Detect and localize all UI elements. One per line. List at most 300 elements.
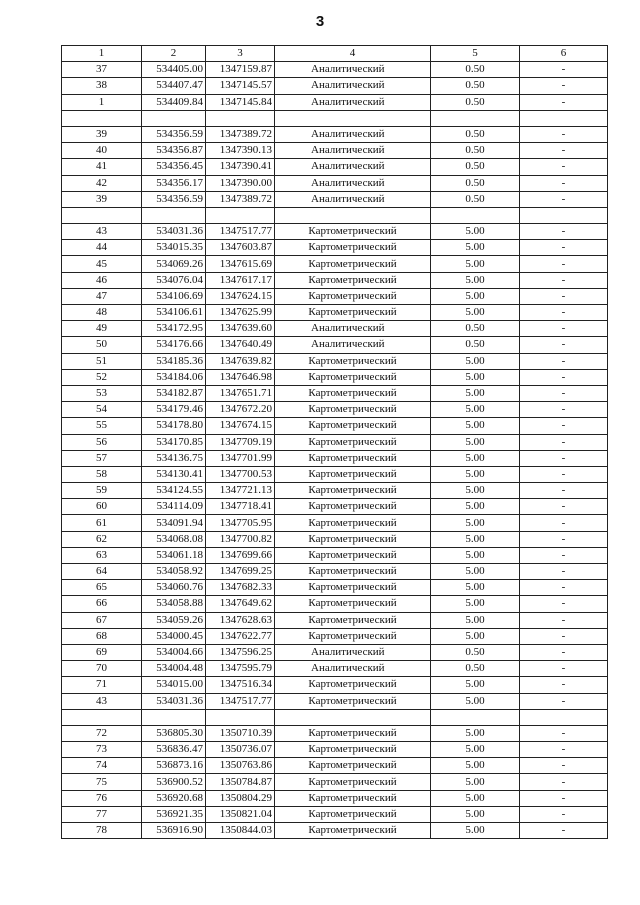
method-cell: Картометрический [275,693,431,709]
point-number-cell: 77 [62,806,142,822]
y-coordinate-cell: 1347624.15 [206,288,275,304]
empty-cell [206,110,275,126]
table-body [62,62,608,839]
x-coordinate-cell: 534059.26 [142,612,206,628]
y-coordinate-cell: 1347700.53 [206,466,275,482]
x-coordinate-cell: 534061.18 [142,547,206,563]
accuracy-cell: 5.00 [431,628,520,644]
point-number-cell: 50 [62,337,142,353]
description-cell: - [520,94,608,110]
method-cell: Картометрический [275,385,431,401]
table-row [62,758,608,774]
y-coordinate-cell: 1347651.71 [206,385,275,401]
table-row [62,564,608,580]
point-number-cell: 73 [62,742,142,758]
accuracy-cell: 5.00 [431,240,520,256]
accuracy-cell: 5.00 [431,353,520,369]
method-cell: Картометрический [275,466,431,482]
method-cell: Картометрический [275,369,431,385]
description-cell: - [520,644,608,660]
x-coordinate-cell: 534060.76 [142,580,206,596]
y-coordinate-cell: 1347596.25 [206,644,275,660]
method-cell: Аналитический [275,175,431,191]
table-row [62,515,608,531]
accuracy-cell: 5.00 [431,466,520,482]
x-coordinate-cell: 534405.00 [142,62,206,78]
page-number: 3 [315,13,325,30]
point-number-cell: 57 [62,450,142,466]
contour-separator-row [62,110,608,126]
coordinates-table [61,45,608,839]
empty-cell [62,207,142,223]
table-row [62,224,608,240]
y-coordinate-cell: 1347615.69 [206,256,275,272]
table-row [62,483,608,499]
point-number-cell: 70 [62,661,142,677]
method-cell: Картометрический [275,742,431,758]
accuracy-cell: 0.50 [431,644,520,660]
description-cell: - [520,337,608,353]
y-coordinate-cell: 1347699.25 [206,564,275,580]
x-coordinate-cell: 534172.95 [142,321,206,337]
y-coordinate-cell: 1350710.39 [206,725,275,741]
x-coordinate-cell: 534004.66 [142,644,206,660]
table-row [62,790,608,806]
y-coordinate-cell: 1347701.99 [206,450,275,466]
accuracy-cell: 5.00 [431,369,520,385]
accuracy-cell: 0.50 [431,62,520,78]
method-cell: Картометрический [275,288,431,304]
x-coordinate-cell: 534356.87 [142,143,206,159]
point-number-cell: 76 [62,790,142,806]
description-cell: - [520,191,608,207]
point-number-cell: 48 [62,305,142,321]
y-coordinate-cell: 1350821.04 [206,806,275,822]
x-coordinate-cell: 534015.35 [142,240,206,256]
point-number-cell: 47 [62,288,142,304]
empty-cell [431,110,520,126]
point-number-cell: 52 [62,369,142,385]
point-number-cell: 46 [62,272,142,288]
x-coordinate-cell: 536916.90 [142,823,206,839]
point-number-cell: 39 [62,191,142,207]
method-cell: Картометрический [275,224,431,240]
description-cell: - [520,466,608,482]
method-cell: Картометрический [275,612,431,628]
y-coordinate-cell: 1347603.87 [206,240,275,256]
accuracy-cell: 5.00 [431,742,520,758]
accuracy-cell: 0.50 [431,143,520,159]
accuracy-cell: 5.00 [431,272,520,288]
description-cell: - [520,272,608,288]
x-coordinate-cell: 534124.55 [142,483,206,499]
method-cell: Аналитический [275,62,431,78]
method-cell: Картометрический [275,677,431,693]
table-row [62,305,608,321]
description-cell: - [520,499,608,515]
y-coordinate-cell: 1347390.41 [206,159,275,175]
table-row [62,466,608,482]
x-coordinate-cell: 534130.41 [142,466,206,482]
point-number-cell: 42 [62,175,142,191]
point-number-cell: 61 [62,515,142,531]
table-row [62,774,608,790]
method-cell: Картометрический [275,806,431,822]
method-cell: Картометрический [275,305,431,321]
table-row [62,369,608,385]
accuracy-cell: 0.50 [431,175,520,191]
point-number-cell: 58 [62,466,142,482]
y-coordinate-cell: 1347639.60 [206,321,275,337]
method-cell: Картометрический [275,564,431,580]
method-cell: Картометрический [275,353,431,369]
description-cell: - [520,531,608,547]
x-coordinate-cell: 536921.35 [142,806,206,822]
description-cell: - [520,483,608,499]
empty-cell [206,207,275,223]
empty-cell [520,110,608,126]
accuracy-cell: 5.00 [431,418,520,434]
method-cell: Картометрический [275,240,431,256]
y-coordinate-cell: 1347646.98 [206,369,275,385]
method-cell: Картометрический [275,499,431,515]
x-coordinate-cell: 534178.80 [142,418,206,434]
description-cell: - [520,790,608,806]
y-coordinate-cell: 1347639.82 [206,353,275,369]
accuracy-cell: 5.00 [431,790,520,806]
empty-cell [142,709,206,725]
accuracy-cell: 5.00 [431,288,520,304]
table-row [62,94,608,110]
point-number-cell: 41 [62,159,142,175]
x-coordinate-cell: 534091.94 [142,515,206,531]
accuracy-cell: 5.00 [431,823,520,839]
y-coordinate-cell: 1347389.72 [206,191,275,207]
x-coordinate-cell: 534031.36 [142,693,206,709]
accuracy-cell: 0.50 [431,661,520,677]
y-coordinate-cell: 1347517.77 [206,693,275,709]
empty-cell [206,709,275,725]
y-coordinate-cell: 1347709.19 [206,434,275,450]
y-coordinate-cell: 1347649.62 [206,596,275,612]
accuracy-cell: 5.00 [431,515,520,531]
x-coordinate-cell: 534000.45 [142,628,206,644]
method-cell: Картометрический [275,774,431,790]
accuracy-cell: 5.00 [431,693,520,709]
point-number-cell: 71 [62,677,142,693]
description-cell: - [520,353,608,369]
description-cell: - [520,175,608,191]
x-coordinate-cell: 534182.87 [142,385,206,401]
description-cell: - [520,78,608,94]
accuracy-cell: 0.50 [431,126,520,142]
x-coordinate-cell: 534068.08 [142,531,206,547]
accuracy-cell: 0.50 [431,94,520,110]
x-coordinate-cell: 534170.85 [142,434,206,450]
description-cell: - [520,515,608,531]
x-coordinate-cell: 534106.69 [142,288,206,304]
table-row [62,661,608,677]
x-coordinate-cell: 534356.45 [142,159,206,175]
description-cell: - [520,143,608,159]
description-cell: - [520,742,608,758]
y-coordinate-cell: 1347674.15 [206,418,275,434]
x-coordinate-cell: 534356.59 [142,126,206,142]
x-coordinate-cell: 534058.88 [142,596,206,612]
table-row [62,402,608,418]
accuracy-cell: 0.50 [431,321,520,337]
header-cell: 6 [520,46,608,62]
point-number-cell: 72 [62,725,142,741]
point-number-cell: 1 [62,94,142,110]
description-cell: - [520,402,608,418]
table-row [62,628,608,644]
description-cell: - [520,612,608,628]
accuracy-cell: 5.00 [431,450,520,466]
x-coordinate-cell: 536920.68 [142,790,206,806]
description-cell: - [520,256,608,272]
header-cell: 4 [275,46,431,62]
accuracy-cell: 5.00 [431,596,520,612]
method-cell: Аналитический [275,337,431,353]
description-cell: - [520,580,608,596]
empty-cell [275,709,431,725]
table-row [62,321,608,337]
y-coordinate-cell: 1347699.66 [206,547,275,563]
y-coordinate-cell: 1347516.34 [206,677,275,693]
table-row [62,644,608,660]
description-cell: - [520,126,608,142]
accuracy-cell: 5.00 [431,531,520,547]
empty-cell [275,207,431,223]
accuracy-cell: 5.00 [431,806,520,822]
point-number-cell: 39 [62,126,142,142]
y-coordinate-cell: 1350736.07 [206,742,275,758]
y-coordinate-cell: 1347625.99 [206,305,275,321]
method-cell: Картометрический [275,483,431,499]
description-cell: - [520,385,608,401]
accuracy-cell: 5.00 [431,725,520,741]
method-cell: Картометрический [275,272,431,288]
description-cell: - [520,159,608,175]
x-coordinate-cell: 534407.47 [142,78,206,94]
point-number-cell: 67 [62,612,142,628]
y-coordinate-cell: 1347705.95 [206,515,275,531]
point-number-cell: 51 [62,353,142,369]
method-cell: Картометрический [275,450,431,466]
header-cell: 3 [206,46,275,62]
table-row [62,240,608,256]
y-coordinate-cell: 1347390.00 [206,175,275,191]
method-cell: Аналитический [275,94,431,110]
accuracy-cell: 5.00 [431,612,520,628]
x-coordinate-cell: 536805.30 [142,725,206,741]
method-cell: Аналитический [275,321,431,337]
point-number-cell: 75 [62,774,142,790]
method-cell: Аналитический [275,191,431,207]
table-row [62,288,608,304]
point-number-cell: 60 [62,499,142,515]
accuracy-cell: 5.00 [431,305,520,321]
method-cell: Картометрический [275,628,431,644]
method-cell: Картометрический [275,725,431,741]
point-number-cell: 63 [62,547,142,563]
point-number-cell: 53 [62,385,142,401]
method-cell: Картометрический [275,402,431,418]
table-row [62,175,608,191]
x-coordinate-cell: 534179.46 [142,402,206,418]
table-row [62,531,608,547]
x-coordinate-cell: 534076.04 [142,272,206,288]
method-cell: Аналитический [275,126,431,142]
empty-cell [62,110,142,126]
accuracy-cell: 5.00 [431,224,520,240]
y-coordinate-cell: 1347389.72 [206,126,275,142]
table-row [62,256,608,272]
table-row [62,143,608,159]
method-cell: Аналитический [275,159,431,175]
point-number-cell: 37 [62,62,142,78]
method-cell: Картометрический [275,531,431,547]
table-row [62,596,608,612]
point-number-cell: 54 [62,402,142,418]
description-cell: - [520,661,608,677]
point-number-cell: 40 [62,143,142,159]
accuracy-cell: 5.00 [431,434,520,450]
accuracy-cell: 5.00 [431,256,520,272]
table-row [62,823,608,839]
point-number-cell: 45 [62,256,142,272]
description-cell: - [520,321,608,337]
accuracy-cell: 5.00 [431,564,520,580]
y-coordinate-cell: 1347700.82 [206,531,275,547]
table-row [62,191,608,207]
y-coordinate-cell: 1350844.03 [206,823,275,839]
description-cell: - [520,806,608,822]
y-coordinate-cell: 1347682.33 [206,580,275,596]
description-cell: - [520,240,608,256]
y-coordinate-cell: 1347628.63 [206,612,275,628]
description-cell: - [520,62,608,78]
accuracy-cell: 0.50 [431,78,520,94]
description-cell: - [520,677,608,693]
method-cell: Аналитический [275,644,431,660]
table-row [62,385,608,401]
x-coordinate-cell: 534069.26 [142,256,206,272]
empty-cell [431,207,520,223]
x-coordinate-cell: 534356.59 [142,191,206,207]
header-cell: 5 [431,46,520,62]
description-cell: - [520,434,608,450]
method-cell: Картометрический [275,547,431,563]
description-cell: - [520,596,608,612]
point-number-cell: 56 [62,434,142,450]
description-cell: - [520,628,608,644]
accuracy-cell: 5.00 [431,499,520,515]
table-row [62,418,608,434]
method-cell: Картометрический [275,758,431,774]
point-number-cell: 49 [62,321,142,337]
empty-cell [142,110,206,126]
x-coordinate-cell: 536873.16 [142,758,206,774]
accuracy-cell: 5.00 [431,385,520,401]
method-cell: Аналитический [275,143,431,159]
header-cell: 2 [142,46,206,62]
x-coordinate-cell: 534015.00 [142,677,206,693]
empty-cell [431,709,520,725]
y-coordinate-cell: 1347622.77 [206,628,275,644]
x-coordinate-cell: 536900.52 [142,774,206,790]
y-coordinate-cell: 1347145.57 [206,78,275,94]
x-coordinate-cell: 534176.66 [142,337,206,353]
table-row [62,272,608,288]
table-row [62,612,608,628]
header-cell: 1 [62,46,142,62]
empty-cell [520,207,608,223]
description-cell: - [520,693,608,709]
x-coordinate-cell: 534184.06 [142,369,206,385]
description-cell: - [520,369,608,385]
point-number-cell: 38 [62,78,142,94]
x-coordinate-cell: 534106.61 [142,305,206,321]
y-coordinate-cell: 1347721.13 [206,483,275,499]
description-cell: - [520,450,608,466]
x-coordinate-cell: 534136.75 [142,450,206,466]
point-number-cell: 62 [62,531,142,547]
empty-cell [520,709,608,725]
method-cell: Картометрический [275,790,431,806]
y-coordinate-cell: 1347718.41 [206,499,275,515]
method-cell: Картометрический [275,823,431,839]
accuracy-cell: 5.00 [431,774,520,790]
point-number-cell: 74 [62,758,142,774]
method-cell: Картометрический [275,434,431,450]
accuracy-cell: 5.00 [431,547,520,563]
table-row [62,580,608,596]
point-number-cell: 68 [62,628,142,644]
y-coordinate-cell: 1347672.20 [206,402,275,418]
x-coordinate-cell: 534114.09 [142,499,206,515]
x-coordinate-cell: 536836.47 [142,742,206,758]
description-cell: - [520,823,608,839]
x-coordinate-cell: 534185.36 [142,353,206,369]
table-row [62,434,608,450]
accuracy-cell: 5.00 [431,483,520,499]
contour-separator-row [62,207,608,223]
table-row [62,806,608,822]
y-coordinate-cell: 1350804.29 [206,790,275,806]
y-coordinate-cell: 1347640.49 [206,337,275,353]
method-cell: Аналитический [275,661,431,677]
contour-separator-row [62,709,608,725]
table-row [62,337,608,353]
point-number-cell: 78 [62,823,142,839]
y-coordinate-cell: 1347159.87 [206,62,275,78]
accuracy-cell: 5.00 [431,402,520,418]
table-row [62,725,608,741]
point-number-cell: 43 [62,693,142,709]
table-row [62,677,608,693]
x-coordinate-cell: 534409.84 [142,94,206,110]
description-cell: - [520,774,608,790]
y-coordinate-cell: 1350784.87 [206,774,275,790]
table-header-row [62,46,608,62]
point-number-cell: 59 [62,483,142,499]
description-cell: - [520,418,608,434]
point-number-cell: 44 [62,240,142,256]
y-coordinate-cell: 1347595.79 [206,661,275,677]
y-coordinate-cell: 1347617.17 [206,272,275,288]
